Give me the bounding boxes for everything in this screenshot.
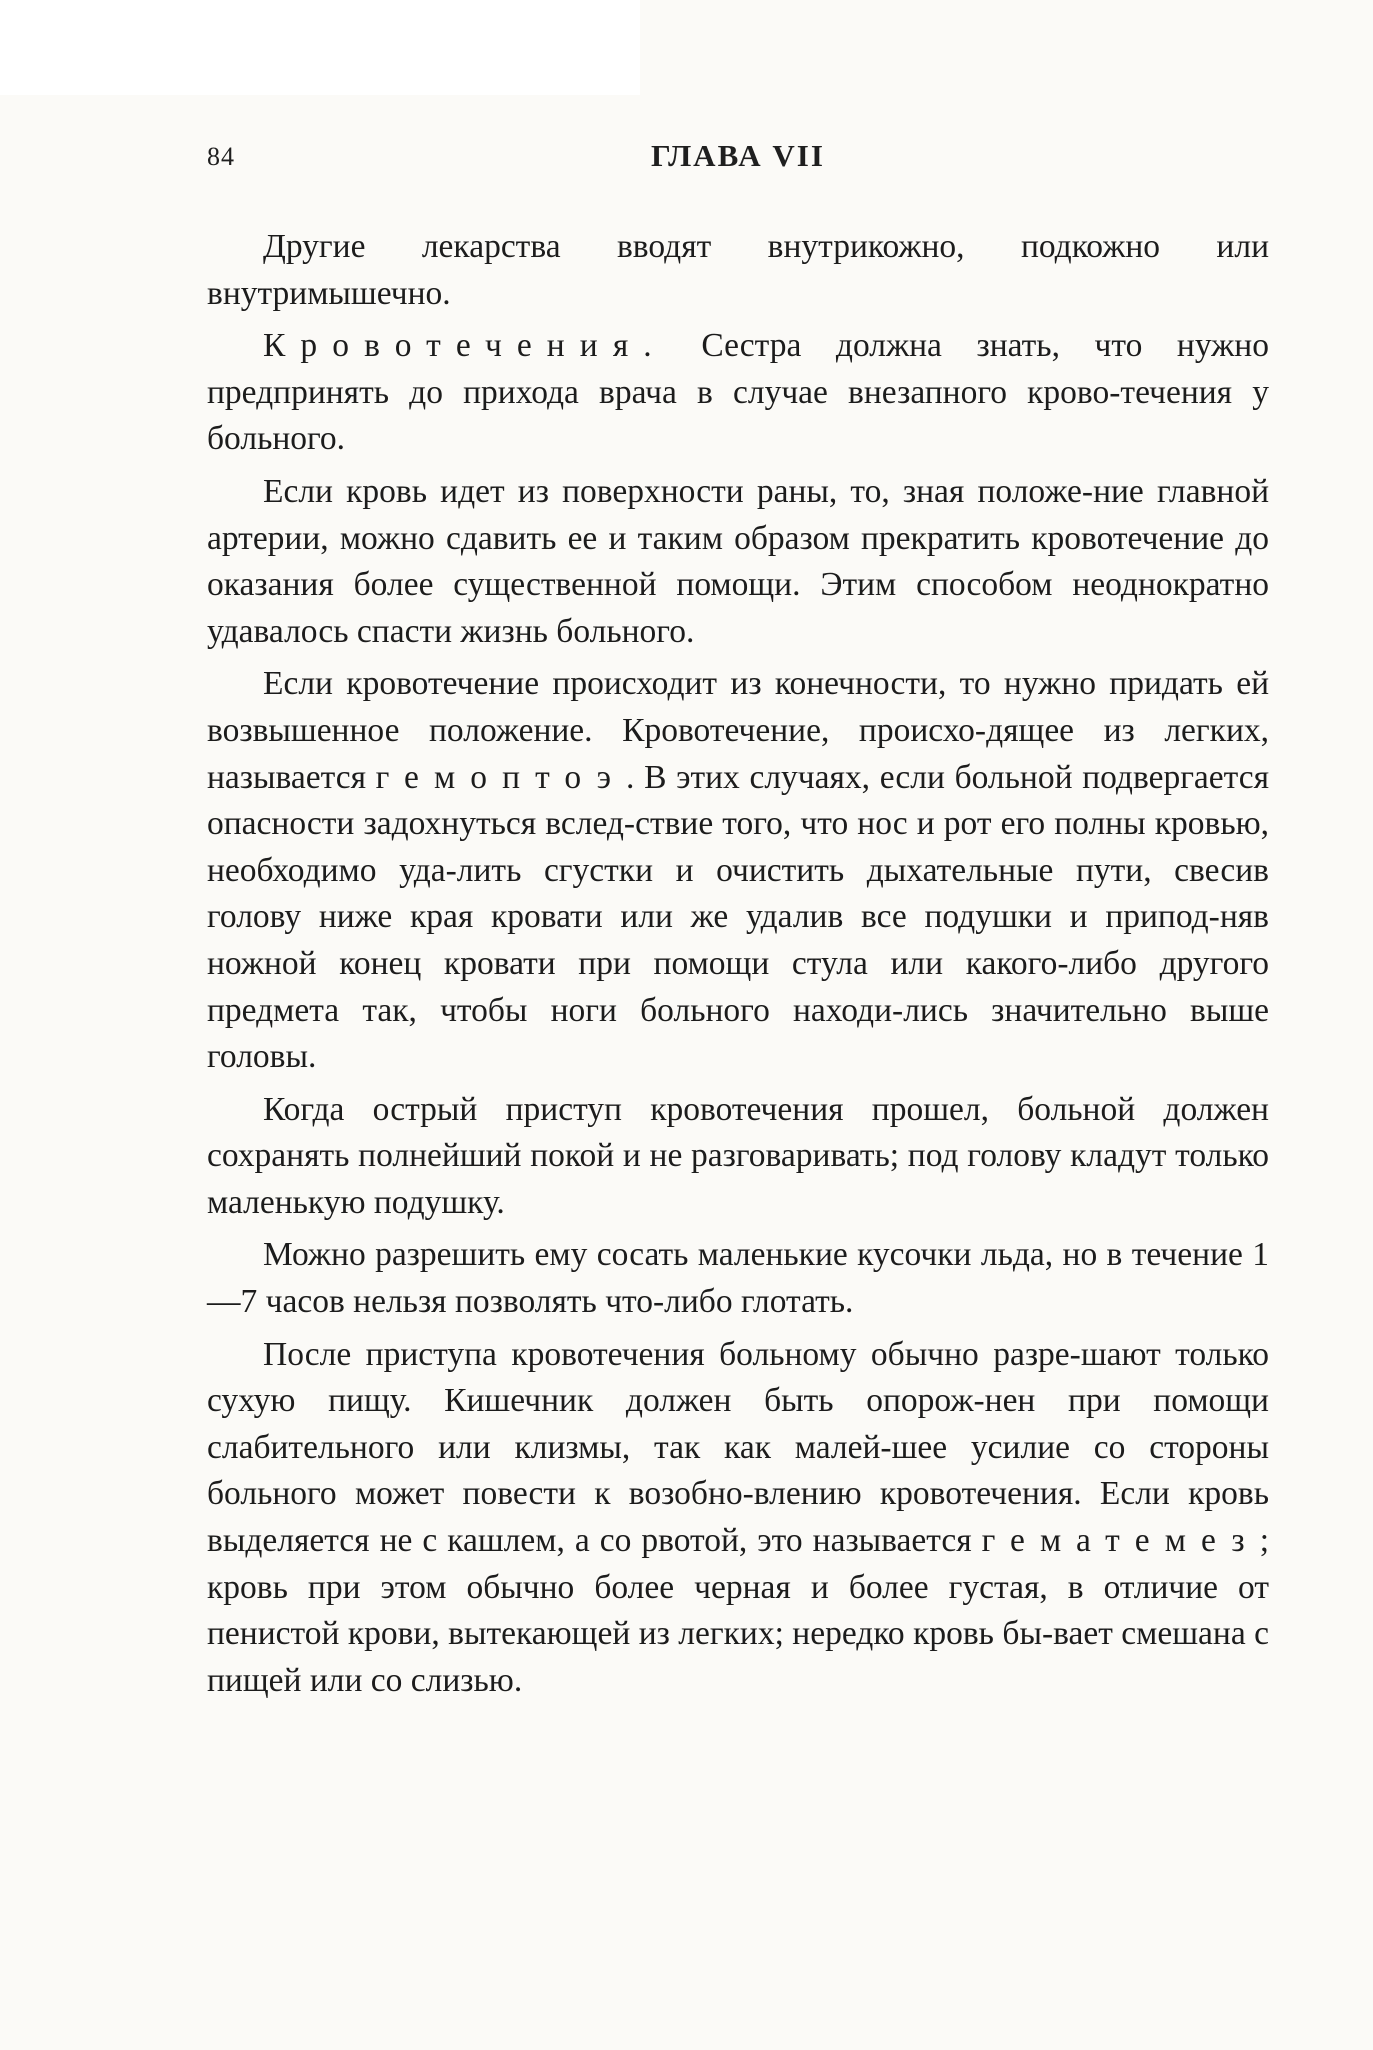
paragraph-bleeding-intro: [207, 323, 1269, 463]
term-hemoptoe: гемоптоэ: [375, 758, 627, 796]
paragraph-limb-bleeding: [207, 661, 1269, 1080]
running-head: [207, 138, 1269, 182]
section-term-bleeding: Кровотечения.: [263, 327, 667, 365]
term-hematemesis: гематемез: [981, 1522, 1260, 1560]
paragraph-ice: [207, 1232, 1269, 1325]
paragraph-injections: [207, 224, 1269, 317]
paragraph-text: Сестра должна знать, что нужно предпринять до прихода врача в случае внезапного крово-течения у больного.: [207, 327, 1269, 458]
paragraph-text: Когда острый приступ кровотечения прошел, больной должен сохранять полнейший покой и не разговаривать; под голову кладут только маленькую подушку.: [207, 1090, 1269, 1221]
paragraph-diet: [207, 1332, 1269, 1705]
scan-margin: [0, 0, 640, 95]
paragraph-wound-bleeding: [207, 469, 1269, 655]
paragraph-rest: [207, 1087, 1269, 1227]
paragraph-text: Другие лекарства вводят внутрикожно, подкожно или внутримышечно.: [207, 228, 1269, 312]
paragraph-text: Если кровь идет из поверхности раны, то, зная положе-ние главной артерии, можно сдавить ее и таким образом прекратить кровотечение до оказания более существенной помощи. Этим способом неоднократно удавалось спасти жизнь больного.: [207, 472, 1269, 650]
body-text: [207, 224, 1269, 1710]
paragraph-text: ; кровь при этом обычно более черная и более густая, в отличие от пенистой крови, вытекающей из легких; нередко кровь бы-вает смешана с пищей или со слизью.: [207, 1522, 1269, 1699]
paragraph-text: Если кровотечение происходит из конечности, то нужно придать ей возвышенное положение. Кровотечение, происхо-дящее из легких, называется: [207, 665, 1269, 796]
paragraph-text: После приступа кровотечения больному обычно разре-шают только сухую пищу. Кишечник должен быть опорож-нен при помощи слабительного или клизмы, так как малей-шее усилие со стороны больного может повести к возобно-влению кровотечения. Если кровь выделяется не с кашлем, а со рвотой, это называется: [207, 1335, 1269, 1560]
paragraph-text: . В этих случаях, если больной подвергается опасности задохнуться вслед-ствие того, что нос и рот его полны кровью, необходимо уда-лить сгустки и очистить дыхательные пути, свесив голову ниже края кровати или же удалив все подушки и припод-няв ножной конец кровати при помощи стула или какого-либо другого предмета так, чтобы ноги больного находи-лись значительно выше головы.: [207, 758, 1269, 1076]
paragraph-text: Можно разрешить ему сосать маленькие кусочки льда, но в течение 1—7 часов нельзя позволять что-либо глотать.: [207, 1236, 1269, 1321]
page-number: 84: [207, 142, 235, 171]
chapter-title: ГЛАВА VII: [651, 138, 825, 173]
